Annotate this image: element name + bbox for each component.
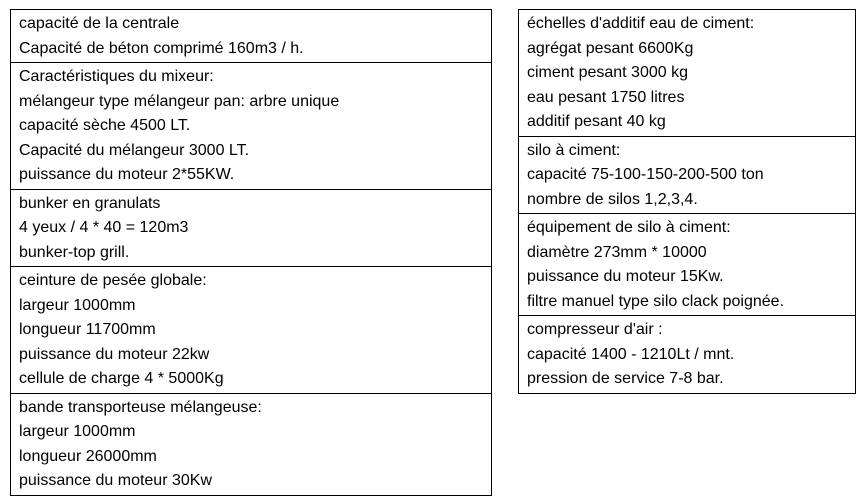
cell-mixer-conveyor (11, 394, 491, 496)
cell-line: Capacité du mélangeur 3000 LT. (19, 141, 250, 159)
cell-line: puissance du moteur 30Kw (19, 472, 212, 489)
cell-mixer-specs (11, 63, 491, 190)
cell-line: largeur 1000mm (19, 423, 136, 440)
cell-line: capacité 1400 - 1210Lt / mnt. (527, 345, 735, 363)
cell-heading: échelles d'additif eau de ciment: (527, 15, 755, 32)
cell-line: largeur 1000mm (19, 296, 136, 314)
cell-line: capacité 75-100-150-200-500 ton (527, 166, 764, 183)
spec-table-right (518, 9, 856, 394)
cell-heading: bande transporteuse mélangeuse: (19, 398, 262, 416)
cell-heading: silo à ciment: (527, 141, 621, 159)
cell-line: puissance du moteur 22kw (19, 345, 210, 363)
cell-plant-capacity (11, 10, 491, 63)
cell-line: Capacité de béton comprimé 160m3 / h. (19, 39, 304, 57)
spec-table-left (10, 9, 492, 496)
cell-line: longueur 26000mm (19, 447, 157, 465)
cell-heading: Caractéristiques du mixeur: (19, 68, 214, 85)
cell-silo-equipment (519, 214, 855, 316)
cell-cement-silo (519, 137, 855, 215)
cell-line: ciment pesant 3000 kg (527, 64, 688, 81)
cell-line: puissance du moteur 2*55KW. (19, 166, 235, 183)
cell-line: filtre manuel type silo clack poignée. (527, 292, 785, 310)
cell-line: capacité sèche 4500 LT. (19, 117, 191, 134)
cell-line: longueur 11700mm (19, 321, 156, 338)
cell-heading: ceinture de pesée globale: (19, 272, 207, 289)
cell-aggregate-bunker (11, 190, 491, 268)
cell-line: pression de service 7-8 bar. (527, 370, 724, 387)
cell-line: eau pesant 1750 litres (527, 88, 685, 106)
cell-line: agrégat pesant 6600Kg (527, 39, 694, 57)
cell-heading: compresseur d'air : (527, 321, 663, 338)
cell-heading: équipement de silo à ciment: (527, 219, 731, 236)
cell-line: 4 yeux / 4 * 40 = 120m3 (19, 219, 189, 236)
cell-heading: capacité de la centrale (19, 15, 180, 32)
cell-line: bunker-top grill. (19, 243, 130, 261)
cell-air-compressor (519, 316, 855, 394)
cell-line: nombre de silos 1,2,3,4. (527, 190, 698, 208)
cell-weighing-scales (519, 10, 855, 137)
cell-line: additif pesant 40 kg (527, 113, 666, 130)
cell-line: cellule de charge 4 * 5000Kg (19, 370, 224, 387)
cell-line: mélangeur type mélangeur pan: arbre unique (19, 92, 340, 110)
cell-weighing-belt (11, 267, 491, 394)
cell-line: puissance du moteur 15Kw. (527, 268, 724, 285)
cell-heading: bunker en granulats (19, 194, 161, 212)
cell-line: diamètre 273mm * 10000 (527, 243, 707, 261)
